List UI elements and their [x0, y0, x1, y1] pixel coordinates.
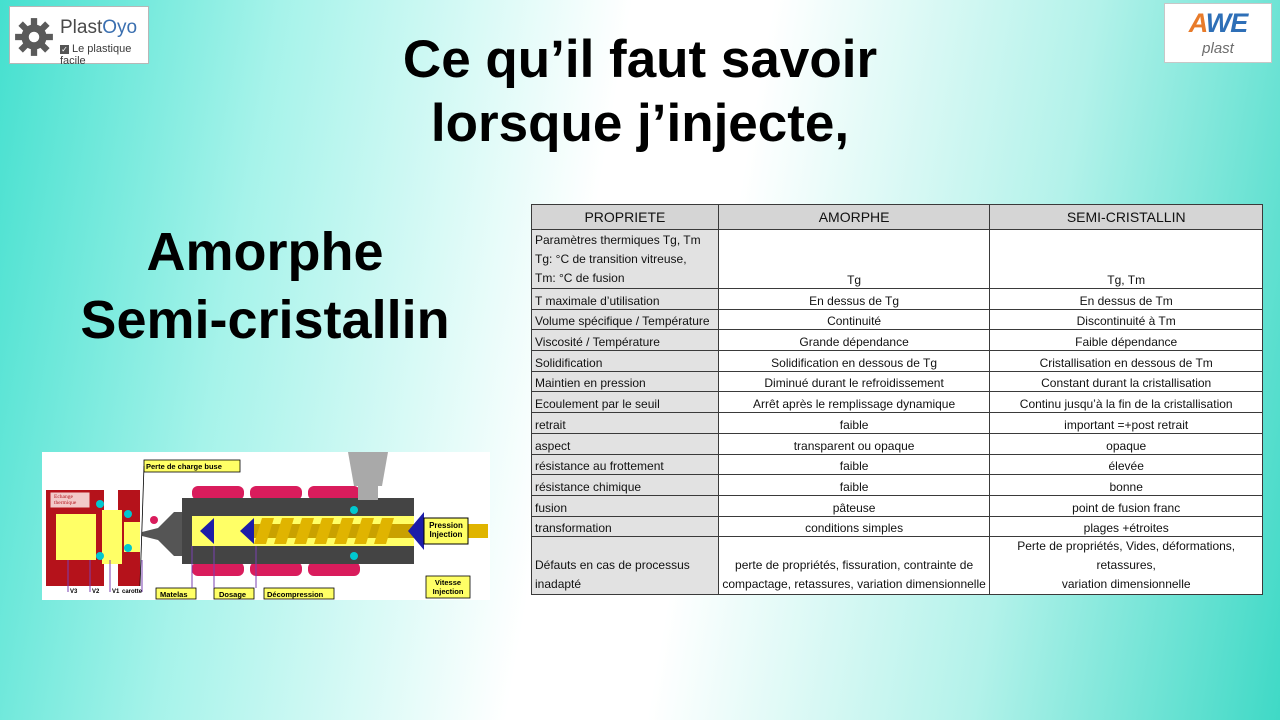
carotte-label: carotte [122, 589, 143, 595]
cell-property: transformation [532, 516, 719, 537]
hopper-neck [358, 486, 378, 500]
gear-icon [13, 16, 55, 58]
plastoyo-logo [9, 6, 149, 67]
cell-amorphe: Continuité [718, 309, 990, 330]
mould-yellow-block [56, 514, 96, 560]
table-row [532, 371, 1263, 392]
awe-logo-mark: AWE [1188, 8, 1248, 38]
table-row [532, 230, 1263, 289]
v2-label: V2 [92, 589, 100, 595]
cell-semi-cristallin: plages +étroites [990, 516, 1263, 537]
plastoyo-tagline: ✓ Le plastique facile [60, 43, 132, 67]
cell-amorphe: pâteuse [718, 495, 990, 516]
dosage-label: Dosage [219, 590, 247, 599]
cell-property: T maximale d’utilisation [532, 289, 719, 310]
cell-semi-cristallin: Continu jusqu’à la fin de la cristallisation [990, 392, 1263, 413]
cell-semi-cristallin: bonne [990, 475, 1263, 496]
cell-amorphe: faible [718, 475, 990, 496]
check-icon: ✓ [61, 45, 68, 54]
cell-semi-cristallin: Cristallisation en dessous de Tm [990, 351, 1263, 372]
injection-diagram [42, 452, 490, 600]
cell-amorphe: Grande dépendance [718, 330, 990, 351]
cell-property: Viscosité / Température [532, 330, 719, 351]
cell-property: aspect [532, 433, 719, 454]
cell-semi-cristallin: élevée [990, 454, 1263, 475]
heater-6 [308, 562, 360, 576]
cell-amorphe: Arrêt après le remplissage dynamique [718, 392, 990, 413]
decompression-label: Décompression [267, 590, 324, 599]
properties-table [531, 204, 1263, 595]
table-header-row [532, 205, 1263, 230]
table-row [532, 537, 1263, 595]
cell-semi-cristallin: Constant durant la cristallisation [990, 371, 1263, 392]
awe-logo-plast: plast [1202, 40, 1234, 57]
cell-amorphe: perte de propriétés, fissuration, contrainte de compactage, retassures, variation dimensionnelle [718, 537, 990, 595]
cell-property: résistance au frottement [532, 454, 719, 475]
cell-amorphe: En dessus de Tg [718, 289, 990, 310]
table-row [532, 289, 1263, 310]
cell-property: résistance chimique [532, 475, 719, 496]
awe-plast-logo [1164, 3, 1272, 63]
header-propriete: PROPRIETE [532, 205, 719, 230]
matelas-label: Matelas [160, 590, 188, 599]
heater-5 [250, 562, 302, 576]
slide-subtitle [20, 218, 510, 354]
cell-semi-cristallin: opaque [990, 433, 1263, 454]
cell-amorphe: conditions simples [718, 516, 990, 537]
cooling-dot-4 [124, 544, 132, 552]
v1-label: V1 [112, 589, 120, 595]
cell-semi-cristallin: Discontinuité à Tm [990, 309, 1263, 330]
heater-4 [192, 562, 244, 576]
table-row [532, 309, 1263, 330]
pression-label: Pression Injection [429, 521, 463, 539]
mould-yellow-mid [102, 510, 122, 564]
table-row [532, 516, 1263, 537]
barrel-dot-2 [350, 552, 358, 560]
cooling-dot-2 [96, 552, 104, 560]
cooling-dot-3 [124, 510, 132, 518]
header-amorphe: AMORPHE [718, 205, 990, 230]
table-row [532, 454, 1263, 475]
cell-semi-cristallin: Tg, Tm [990, 230, 1263, 289]
cell-semi-cristallin: Perte de propriétés, Vides, déformations, retassures, variation dimensionnelle [990, 537, 1263, 595]
cell-property: Maintien en pression [532, 371, 719, 392]
plastoyo-brand: PlastOyo [60, 17, 138, 38]
cell-semi-cristallin: En dessus de Tm [990, 289, 1263, 310]
table-row [532, 413, 1263, 434]
cell-amorphe: Diminué durant le refroidissement [718, 371, 990, 392]
cell-property: Défauts en cas de processus inadapté [532, 537, 719, 595]
cell-property: Paramètres thermiques Tg, Tm Tg: °C de transition vitreuse, Tm: °C de fusion [532, 230, 719, 289]
table-row [532, 392, 1263, 413]
slide-title [330, 28, 950, 156]
nozzle-tip [150, 516, 158, 524]
table-row [532, 330, 1263, 351]
cell-property: retrait [532, 413, 719, 434]
table-row [532, 433, 1263, 454]
perte-charge-label: Perte de charge buse [146, 462, 222, 471]
cell-semi-cristallin: point de fusion franc [990, 495, 1263, 516]
cell-property: Solidification [532, 351, 719, 372]
table-row [532, 351, 1263, 372]
vitesse-label: Vitesse Injection [432, 578, 464, 596]
heater-2 [250, 486, 302, 500]
table-row [532, 495, 1263, 516]
cell-semi-cristallin: Faible dépendance [990, 330, 1263, 351]
injection-machine-illustration [42, 452, 490, 600]
cell-semi-cristallin: important =+post retrait [990, 413, 1263, 434]
barrel-dot-1 [350, 506, 358, 514]
cell-amorphe: transparent ou opaque [718, 433, 990, 454]
nozzle [142, 512, 187, 556]
hopper [348, 452, 388, 486]
subtitle-semi-cristallin: Semi-cristallin [80, 290, 450, 350]
echange-thermique-label: Echange thermique [54, 494, 77, 506]
table-row [532, 475, 1263, 496]
cell-amorphe: faible [718, 454, 990, 475]
cell-property: fusion [532, 495, 719, 516]
title-line-1: Ce qu’il faut savoir [402, 30, 878, 89]
header-semi-cristallin: SEMI-CRISTALLIN [990, 205, 1263, 230]
cell-amorphe: Solidification en dessous de Tg [718, 351, 990, 372]
cell-amorphe: faible [718, 413, 990, 434]
cell-property: Ecoulement par le seuil [532, 392, 719, 413]
heater-1 [192, 486, 244, 500]
subtitle-amorphe: Amorphe [146, 222, 384, 282]
cooling-dot-1 [96, 500, 104, 508]
v3-label: V3 [70, 589, 78, 595]
heater-3 [308, 486, 360, 500]
title-line-2: lorsque j’injecte, [430, 94, 850, 153]
cell-amorphe: Tg [718, 230, 990, 289]
cell-property: Volume spécifique / Température [532, 309, 719, 330]
